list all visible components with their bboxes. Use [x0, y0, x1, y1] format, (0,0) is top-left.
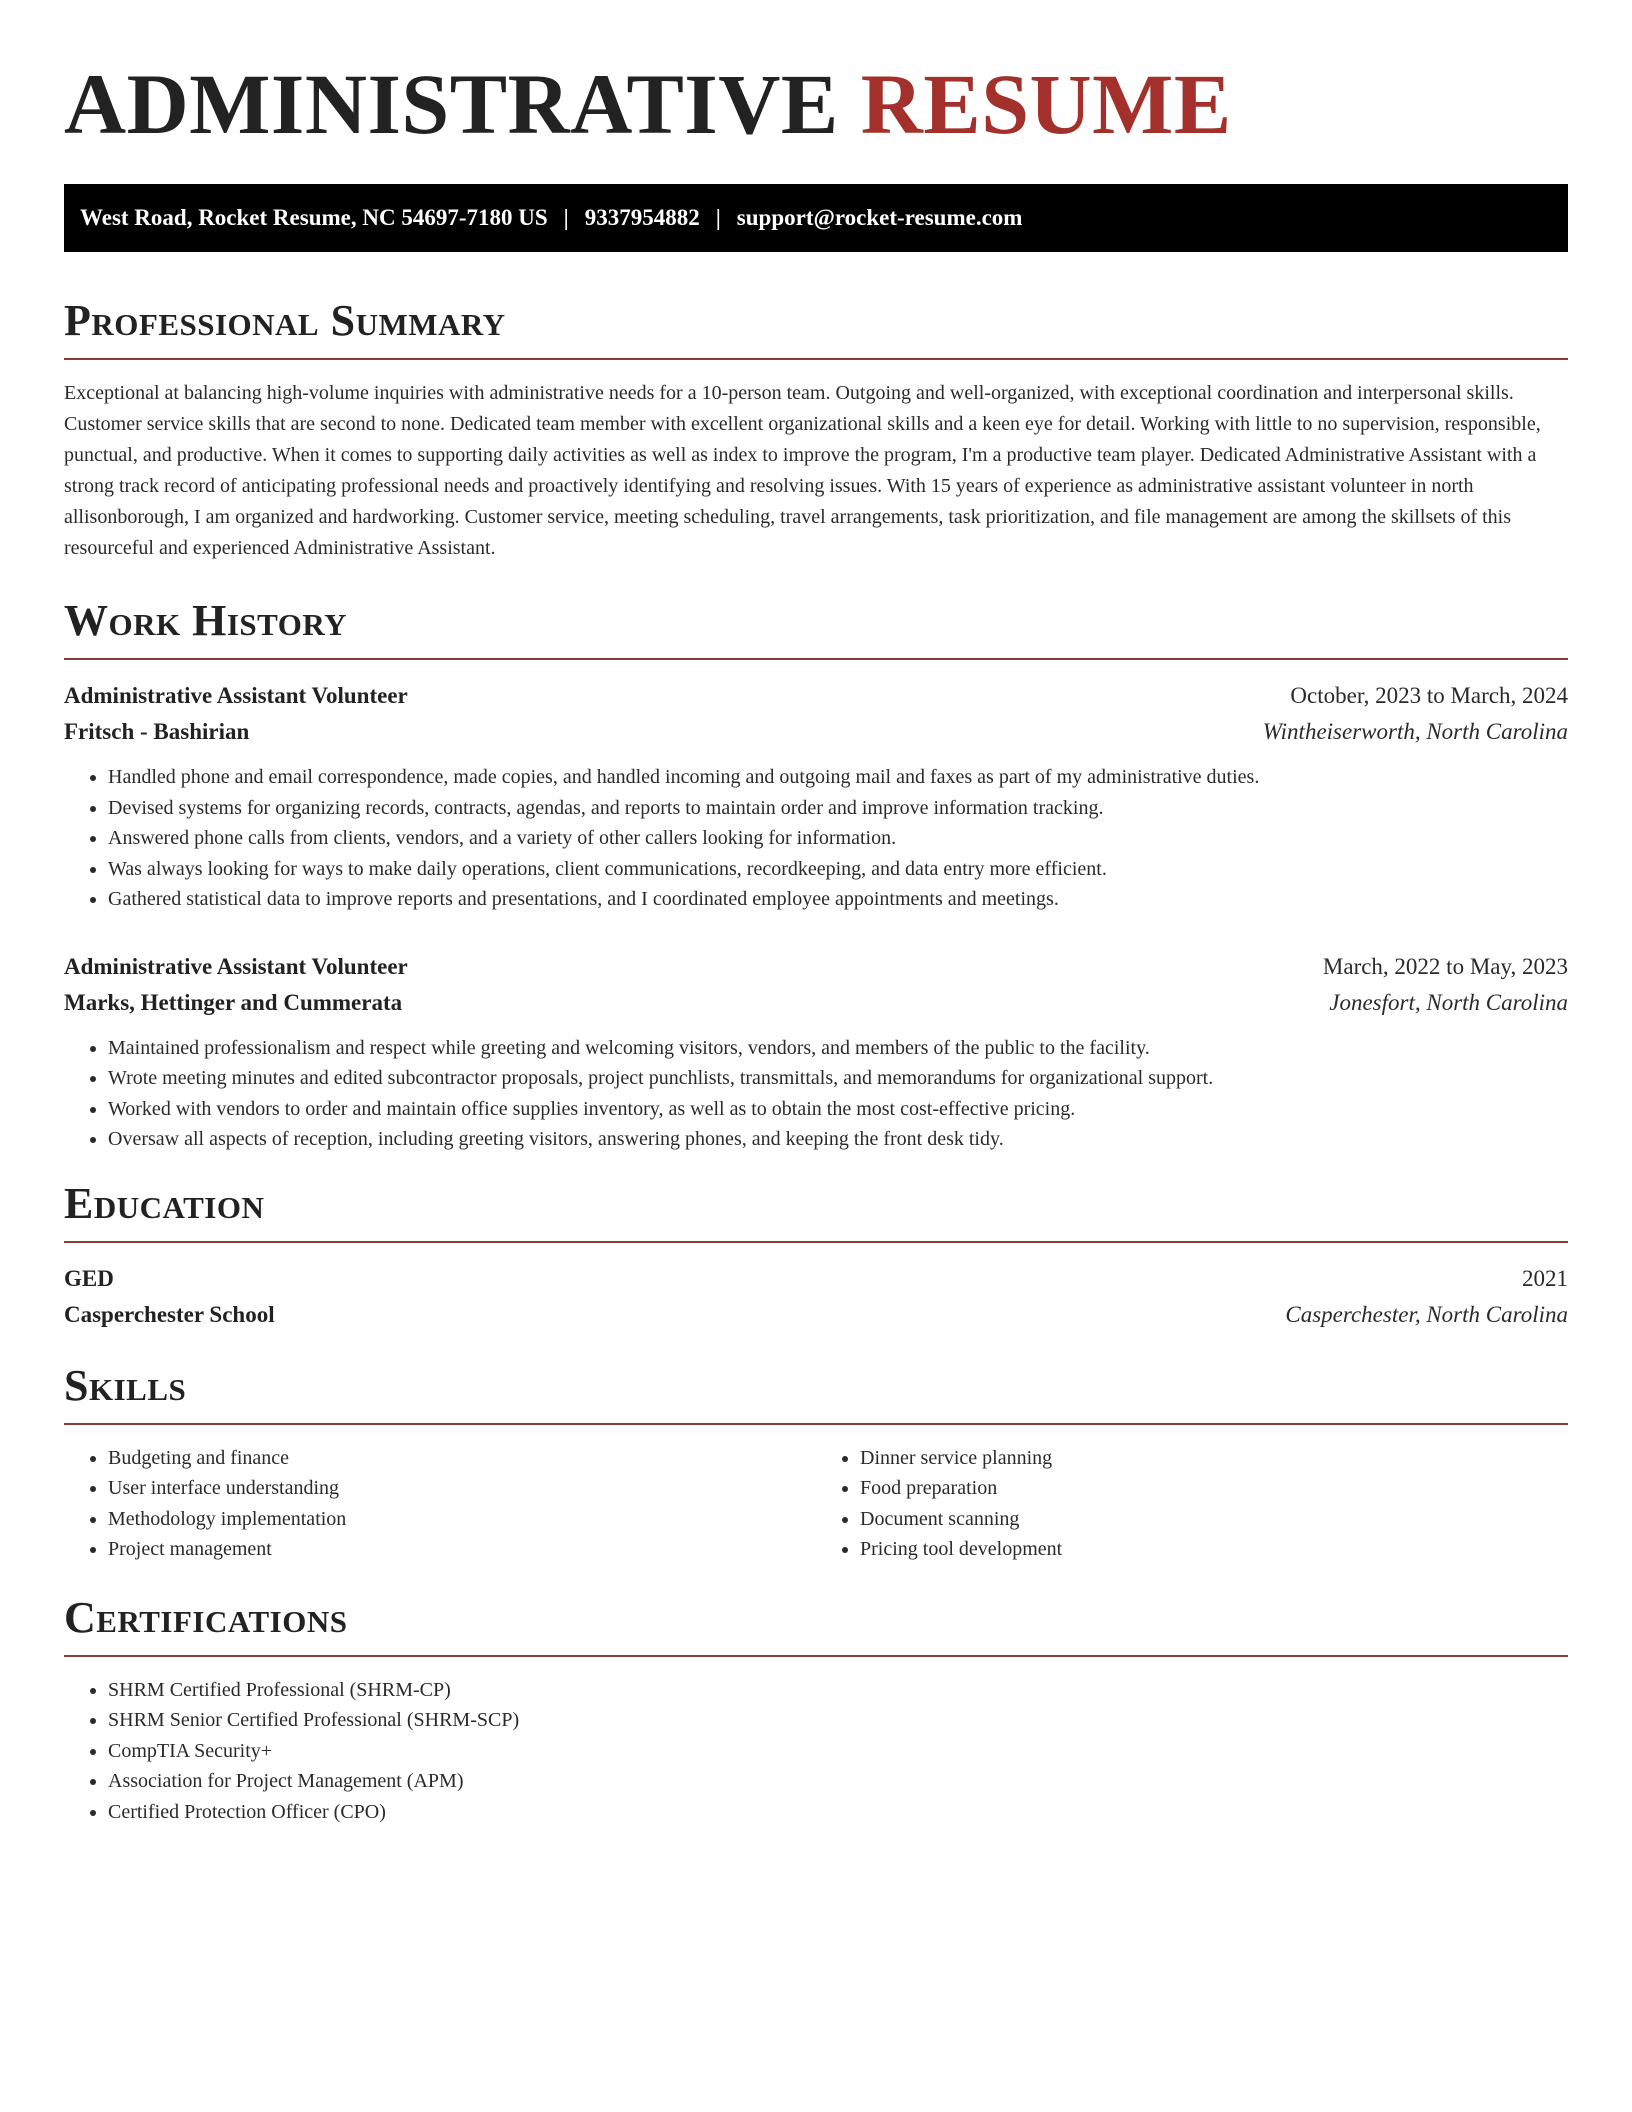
job-entry: [64, 678, 1568, 915]
list-item: • Was always looking for ways to make daily operations, client communications, recordkeeping, and data entry more efficient.: [108, 854, 1568, 885]
contact-phone: 9337954882: [584, 205, 700, 230]
job-bullets: [64, 762, 1568, 915]
job-bullets: [64, 1033, 1568, 1155]
section-divider: [64, 1655, 1568, 1657]
summary-text: Exceptional at balancing high-volume inquiries with administrative needs for a 10-person team. Outgoing and well-organized, with exceptional coordination and interpersonal skills. Customer service skills that are second to none. Dedicated team member with excellent organizational skills and a keen eye for detail. Working with little to no supervision, responsible, punctual, and productive. When it comes to supporting daily activities as well as index to improve the program, I'm a productive team player. Dedicated Administrative Assistant with a strong track record of anticipating professional needs and proactively identifying and resolving issues. With 15 years of experience as administrative assistant volunteer in north allisonborough, I am organized and hardworking. Customer service, meeting scheduling, travel arrangements, task prioritization, and file management are among the skillsets of this resourceful and experienced Administrative Assistant.: [64, 382, 1541, 559]
skills-grid: [64, 1443, 1568, 1565]
list-item: • CompTIA Security+: [108, 1736, 1568, 1767]
list-item: • Document scanning: [860, 1504, 1568, 1535]
skills-heading: Skills: [64, 1360, 187, 1410]
job-dates: October, 2023 to March, 2024: [1290, 683, 1568, 708]
education-degree: GED: [64, 1265, 114, 1291]
list-item: • Project management: [108, 1534, 816, 1565]
certifications-section: [64, 1593, 1568, 1828]
job-location: Wintheiserworth, North Carolina: [1262, 719, 1568, 744]
list-item: • Methodology implementation: [108, 1504, 816, 1535]
job-company: Marks, Hettinger and Cummerata: [64, 989, 403, 1015]
education-heading: Education: [64, 1178, 265, 1228]
contact-separator: |: [715, 205, 721, 230]
section-divider: [64, 358, 1568, 360]
page-title: [64, 52, 1568, 156]
list-item: • Maintained professionalism and respect while greeting and welcoming visitors, vendors, and members of the public to the facility.: [108, 1033, 1568, 1064]
skills-section: [64, 1361, 1568, 1565]
list-item: • Answered phone calls from clients, vendors, and a variety of other callers looking for information.: [108, 823, 1568, 854]
list-item: • Wrote meeting minutes and edited subcontractor proposals, project punchlists, transmittals, and memorandums for organizational support.: [108, 1063, 1568, 1094]
section-divider: [64, 1423, 1568, 1425]
job-entry: [64, 949, 1568, 1155]
job-company-row: [64, 714, 1568, 750]
education-section: [64, 1179, 1568, 1333]
summary-section: [64, 296, 1568, 564]
job-title: Administrative Assistant Volunteer: [64, 683, 408, 708]
education-location: Casperchester, North Carolina: [1285, 1301, 1568, 1327]
summary-heading: Professional Summary: [64, 296, 506, 345]
job-dates: March, 2022 to May, 2023: [1322, 953, 1568, 979]
contact-bar: [64, 184, 1568, 252]
list-item: • Worked with vendors to order and maintain office supplies inventory, as well as to obtain the most cost-effective pricing.: [108, 1094, 1568, 1125]
job-header-row: [64, 678, 1568, 714]
education-school-row: [64, 1297, 1568, 1333]
list-item: • SHRM Senior Certified Professional (SHRM-SCP): [108, 1705, 1568, 1736]
contact-email: support@rocket-resume.com: [736, 205, 1023, 230]
list-item: • Pricing tool development: [860, 1534, 1568, 1565]
work-history-heading: Work History: [64, 596, 348, 645]
list-item: • Devised systems for organizing records, contracts, agendas, and reports to maintain order and improve information tracking.: [108, 793, 1568, 824]
list-item: • User interface understanding: [108, 1473, 816, 1504]
title-accent: RESUME: [860, 56, 1232, 152]
job-header-row: [64, 949, 1568, 985]
skills-list-left: [64, 1443, 816, 1565]
job-company: Fritsch - Bashirian: [64, 719, 250, 744]
skills-list-right: [816, 1443, 1568, 1565]
job-location: Jonesfort, North Carolina: [1329, 989, 1568, 1015]
job-title: Administrative Assistant Volunteer: [64, 953, 408, 979]
education-school: Casperchester School: [64, 1301, 275, 1327]
education-degree-row: [64, 1261, 1568, 1297]
list-item: • Oversaw all aspects of reception, including greeting visitors, answering phones, and keeping the front desk tidy.: [108, 1124, 1568, 1155]
section-divider: [64, 658, 1568, 660]
list-item: • Food preparation: [860, 1473, 1568, 1504]
list-item: • Certified Protection Officer (CPO): [108, 1797, 1568, 1828]
list-item: • Budgeting and finance: [108, 1443, 816, 1474]
contact-separator: |: [563, 205, 569, 230]
list-item: • SHRM Certified Professional (SHRM-CP): [108, 1675, 1568, 1706]
list-item: • Handled phone and email correspondence, made copies, and handled incoming and outgoing mail and faxes as part of my administrative duties.: [108, 762, 1568, 793]
contact-address: West Road, Rocket Resume, NC 54697-7180 US: [80, 205, 548, 230]
section-divider: [64, 1241, 1568, 1243]
education-year: 2021: [1522, 1265, 1568, 1291]
list-item: • Dinner service planning: [860, 1443, 1568, 1474]
certifications-heading: Certifications: [64, 1592, 348, 1642]
work-history-section: [64, 596, 1568, 1155]
list-item: • Gathered statistical data to improve reports and presentations, and I coordinated employee appointments and meetings.: [108, 884, 1568, 915]
job-company-row: [64, 985, 1568, 1021]
certifications-list: [64, 1675, 1568, 1828]
title-main: ADMINISTRATIVE: [64, 56, 839, 152]
list-item: • Association for Project Management (APM): [108, 1766, 1568, 1797]
